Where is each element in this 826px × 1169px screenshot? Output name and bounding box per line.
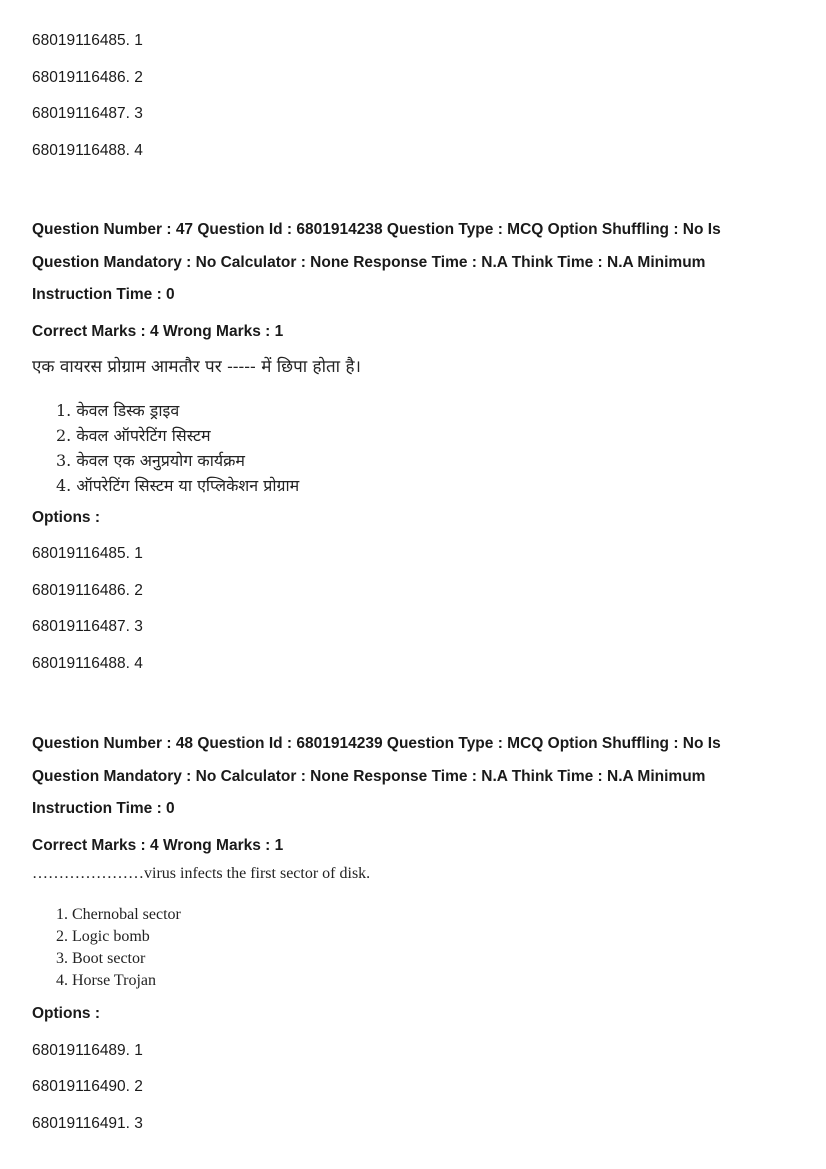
question-47-choice-2: 2. केवल ऑपरेटिंग सिस्टम <box>56 426 211 445</box>
question-48-header-line2: Question Mandatory : No Calculator : None Response Time : N.A Think Time : N.A Minimum <box>32 768 706 785</box>
question-48-text: …………………virus infects the first sector of disk. <box>32 865 371 882</box>
option-line: 68019116488. 4 <box>32 655 143 672</box>
question-47-choice-4: 4. ऑपरेटिंग सिस्टम या एप्लिकेशन प्रोग्राम <box>56 476 300 495</box>
option-line: 68019116490. 2 <box>32 1078 143 1095</box>
option-line: 68019116487. 3 <box>32 105 143 122</box>
question-48-header-line1: Question Number : 48 Question Id : 6801914239 Question Type : MCQ Option Shuffling : No Is <box>32 735 721 752</box>
question-47-text: एक वायरस प्रोग्राम आमतौर पर ----- में छिपा होता है। <box>32 357 361 377</box>
option-line: 68019116486. 2 <box>32 582 143 599</box>
question-47-options-label: Options : <box>32 509 101 526</box>
question-48-choice-4: 4. Horse Trojan <box>56 972 157 989</box>
question-47-header-line1: Question Number : 47 Question Id : 6801914238 Question Type : MCQ Option Shuffling : No Is <box>32 221 721 238</box>
question-47-choice-3: 3. केवल एक अनुप्रयोग कार्यक्रम <box>56 451 245 470</box>
option-line: 68019116486. 2 <box>32 69 143 86</box>
question-47-choice-1: 1. केवल डिस्क ड्राइव <box>56 401 180 420</box>
option-line: 68019116485. 1 <box>32 32 143 49</box>
option-line: 68019116491. 3 <box>32 1115 143 1132</box>
question-48-marks: Correct Marks : 4 Wrong Marks : 1 <box>32 837 284 854</box>
option-line: 68019116489. 1 <box>32 1042 143 1059</box>
option-line: 68019116485. 1 <box>32 545 143 562</box>
question-47-marks: Correct Marks : 4 Wrong Marks : 1 <box>32 323 284 340</box>
question-47-header-line2: Question Mandatory : No Calculator : None Response Time : N.A Think Time : N.A Minimum <box>32 254 706 271</box>
question-47-header-line3: Instruction Time : 0 <box>32 286 175 303</box>
option-line: 68019116488. 4 <box>32 142 143 159</box>
question-48-options-label: Options : <box>32 1005 101 1022</box>
question-48-choice-1: 1. Chernobal sector <box>56 906 181 923</box>
question-48-header-line3: Instruction Time : 0 <box>32 800 175 817</box>
option-line: 68019116487. 3 <box>32 618 143 635</box>
question-48-choice-3: 3. Boot sector <box>56 950 146 967</box>
question-48-choice-2: 2. Logic bomb <box>56 928 150 945</box>
